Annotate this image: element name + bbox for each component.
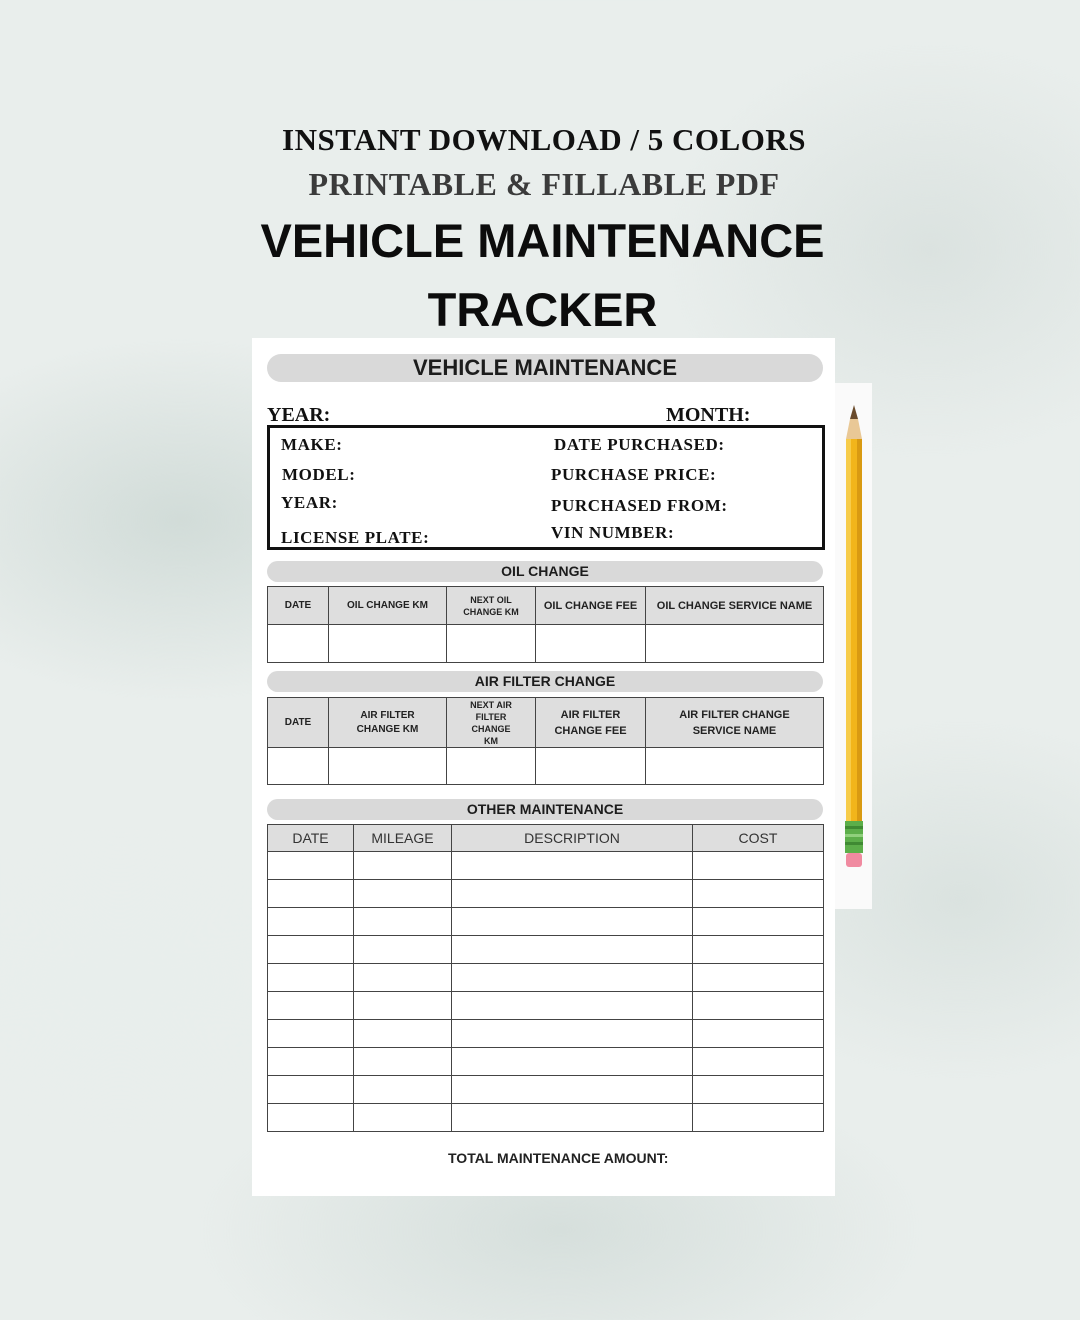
date-purchased-label: DATE PURCHASED:	[554, 435, 725, 454]
oil-cell-next-change-km[interactable]	[447, 625, 536, 663]
other-row-mileage[interactable]	[354, 1020, 452, 1048]
other-row-description[interactable]	[452, 852, 693, 880]
oil-cell-change-km[interactable]	[329, 625, 447, 663]
pencil-icon	[843, 405, 865, 867]
other-col-date: DATE	[268, 825, 354, 852]
other-row-cost[interactable]	[693, 1104, 824, 1132]
other-row-cost[interactable]	[693, 1020, 824, 1048]
other-row-description[interactable]	[452, 1020, 693, 1048]
other-row-description[interactable]	[452, 964, 693, 992]
other-row-description[interactable]	[452, 1076, 693, 1104]
other-maintenance-title: OTHER MAINTENANCE	[466, 801, 624, 817]
oil-col-change-km: OIL CHANGE KM	[329, 587, 447, 625]
other-row-cost[interactable]	[693, 908, 824, 936]
headline-title-line1: VEHICLE MAINTENANCE	[260, 214, 825, 267]
other-row-mileage[interactable]	[354, 852, 452, 880]
other-row-date[interactable]	[268, 880, 354, 908]
year-label: YEAR:	[267, 404, 331, 426]
air-col-service-name: AIR FILTER CHANGE SERVICE NAME	[646, 698, 824, 748]
other-row-date[interactable]	[268, 936, 354, 964]
other-row-cost[interactable]	[693, 992, 824, 1020]
other-row-date[interactable]	[268, 992, 354, 1020]
other-row-cost[interactable]	[693, 964, 824, 992]
info-year-label: YEAR:	[281, 493, 338, 512]
other-row-description[interactable]	[452, 936, 693, 964]
oil-col-service-name: OIL CHANGE SERVICE NAME	[646, 587, 824, 625]
oil-change-table	[267, 586, 824, 663]
other-row-cost[interactable]	[693, 1076, 824, 1104]
purchased-from-label: PURCHASED FROM:	[551, 496, 728, 515]
other-row-date[interactable]	[268, 1020, 354, 1048]
other-row-mileage[interactable]	[354, 964, 452, 992]
total-maintenance-label: TOTAL MAINTENANCE AMOUNT:	[448, 1150, 669, 1166]
air-filter-banner	[267, 671, 823, 692]
other-row-date[interactable]	[268, 1076, 354, 1104]
other-row-cost[interactable]	[693, 1048, 824, 1076]
oil-cell-service-name[interactable]	[646, 625, 824, 663]
air-cell-date[interactable]	[268, 748, 329, 785]
other-row-description[interactable]	[452, 1104, 693, 1132]
vin-number-label: VIN NUMBER:	[551, 523, 675, 542]
oil-change-banner	[267, 561, 823, 582]
air-col-date: DATE	[268, 698, 329, 748]
other-row-date[interactable]	[268, 964, 354, 992]
other-maintenance-banner	[267, 799, 823, 820]
air-cell-fee[interactable]	[536, 748, 646, 785]
other-row-mileage[interactable]	[354, 1048, 452, 1076]
oil-cell-fee[interactable]	[536, 625, 646, 663]
other-maintenance-table	[267, 824, 824, 1132]
other-row-date[interactable]	[268, 1104, 354, 1132]
air-cell-change-km[interactable]	[329, 748, 447, 785]
air-col-next-change-km: NEXT AIR FILTER CHANGE KM	[447, 698, 536, 748]
air-col-change-km: AIR FILTER CHANGE KM	[329, 698, 447, 748]
other-row-date[interactable]	[268, 852, 354, 880]
air-cell-next-change-km[interactable]	[447, 748, 536, 785]
other-row-cost[interactable]	[693, 852, 824, 880]
sheet-title-banner	[267, 354, 823, 382]
other-row-description[interactable]	[452, 992, 693, 1020]
other-row-description[interactable]	[452, 880, 693, 908]
other-row-mileage[interactable]	[354, 992, 452, 1020]
other-row-mileage[interactable]	[354, 908, 452, 936]
other-row-description[interactable]	[452, 908, 693, 936]
license-plate-label: LICENSE PLATE:	[281, 528, 430, 547]
air-filter-title: AIR FILTER CHANGE	[474, 673, 616, 689]
other-col-cost: COST	[693, 825, 824, 852]
air-col-fee: AIR FILTER CHANGE FEE	[536, 698, 646, 748]
other-row-cost[interactable]	[693, 936, 824, 964]
month-label: MONTH:	[666, 404, 751, 426]
other-row-date[interactable]	[268, 908, 354, 936]
other-row-description[interactable]	[452, 1048, 693, 1076]
other-col-description: DESCRIPTION	[452, 825, 693, 852]
oil-cell-date[interactable]	[268, 625, 329, 663]
other-row-mileage[interactable]	[354, 1104, 452, 1132]
other-col-mileage: MILEAGE	[354, 825, 452, 852]
oil-col-next-change-km: NEXT OIL CHANGE KM	[447, 587, 536, 625]
headline-instant-download: INSTANT DOWNLOAD / 5 COLORS	[282, 122, 806, 157]
purchase-price-label: PURCHASE PRICE:	[551, 465, 717, 484]
other-row-date[interactable]	[268, 1048, 354, 1076]
air-cell-service-name[interactable]	[646, 748, 824, 785]
other-row-cost[interactable]	[693, 880, 824, 908]
other-row-mileage[interactable]	[354, 936, 452, 964]
headline-printable-pdf: PRINTABLE & FILLABLE PDF	[308, 166, 780, 202]
other-row-mileage[interactable]	[354, 1076, 452, 1104]
air-filter-table	[267, 697, 824, 785]
oil-change-title: OIL CHANGE	[501, 563, 589, 579]
model-label: MODEL:	[282, 465, 356, 484]
other-row-mileage[interactable]	[354, 880, 452, 908]
oil-col-date: DATE	[268, 587, 329, 625]
make-label: MAKE:	[281, 435, 343, 454]
headline-title-line2: TRACKER	[427, 283, 658, 336]
sheet-title: VEHICLE MAINTENANCE	[412, 355, 677, 380]
oil-col-fee: OIL CHANGE FEE	[536, 587, 646, 625]
